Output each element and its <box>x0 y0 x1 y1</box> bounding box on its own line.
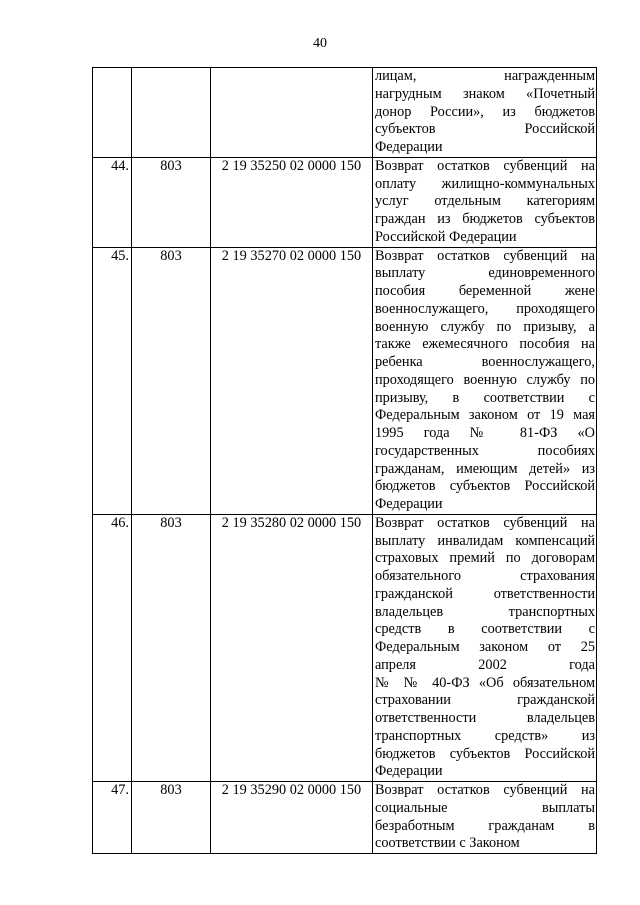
income-name-line: Федеральным законом от 25 <box>375 639 595 655</box>
income-name-line: гражданам, имеющим детей» из <box>375 460 595 477</box>
row-number-cell <box>93 782 132 854</box>
income-name-line: призыву, в соответствии с <box>375 389 595 406</box>
budget-classification-code-cell-text: 2 19 35290 02 0000 150 <box>221 782 362 798</box>
administrator-code-cell <box>132 157 211 247</box>
budget-classification-code-cell <box>211 782 373 854</box>
row-number-cell <box>93 68 132 158</box>
row-number-cell-text: 44. <box>111 157 129 174</box>
income-name-line: Федерации <box>375 496 443 512</box>
income-name-line: военную службу по призыву, а <box>375 318 595 335</box>
income-name-line: граждан из бюджетов субъектов <box>375 211 595 227</box>
row-number-cell <box>93 157 132 247</box>
income-name-line: безработным гражданам в <box>375 817 595 834</box>
income-name-line: соответствии с Законом <box>375 835 520 852</box>
administrator-code-cell-text: 803 <box>160 157 182 174</box>
income-name-line: военнослужащего, проходящего <box>375 300 595 317</box>
row-number-cell <box>93 247 132 514</box>
income-name-line: ребенка военнослужащего, <box>375 354 595 370</box>
income-name-line: апреля 2002 года <box>375 656 595 673</box>
income-name-line: Возврат остатков субвенций на <box>375 514 595 531</box>
income-name-line: Федерации <box>375 139 443 155</box>
row-number-cell-text: 45. <box>111 247 129 264</box>
income-name-cell <box>373 157 597 247</box>
administrator-code-cell-text <box>132 68 210 86</box>
income-name-line: оплату жилищно-коммунальных <box>375 175 595 192</box>
administrator-code-cell-text: 803 <box>160 247 182 264</box>
table-body <box>93 68 597 854</box>
table-row <box>93 782 597 854</box>
income-name-line: пособия беременной жене <box>375 283 595 299</box>
income-name-line: владельцев транспортных <box>375 603 595 620</box>
income-name-line: выплату единовременного <box>375 265 595 282</box>
row-number-cell <box>93 514 132 781</box>
row-number-cell-text: 47. <box>111 782 129 798</box>
income-name-line: государственных пособиях <box>375 442 595 459</box>
budget-classification-code-cell <box>211 514 373 781</box>
administrator-code-cell <box>132 68 211 158</box>
page-number: 40 <box>313 36 327 51</box>
table-row <box>93 68 597 158</box>
income-name-cell <box>373 514 597 781</box>
income-name-line: страховании гражданской <box>375 692 595 709</box>
administrator-code-cell <box>132 247 211 514</box>
administrator-code-cell <box>132 782 211 854</box>
row-number-cell-text: 46. <box>111 514 129 531</box>
table-row <box>93 247 597 514</box>
income-name-line: средств в соответствии с <box>375 621 595 638</box>
administrator-code-cell-text: 803 <box>160 782 182 798</box>
income-name-line: Возврат остатков субвенций на <box>375 247 595 264</box>
income-name-line: гражданской ответственности <box>375 585 595 602</box>
income-name-cell <box>373 782 597 854</box>
income-name-line: субъектов Российской <box>375 121 595 138</box>
budget-classification-code-cell <box>211 247 373 514</box>
budget-classification-code-cell-text: 2 19 35250 02 0000 150 <box>221 157 362 174</box>
income-name-line: Возврат остатков субвенций на <box>375 157 595 174</box>
budget-classification-code-cell-text <box>211 68 372 86</box>
budget-codes-table <box>92 67 597 854</box>
income-name-line: обязательного страхования <box>375 568 595 584</box>
income-name-line: Федеральным законом от 19 мая <box>375 407 595 424</box>
income-name-line: услуг отдельным категориям <box>375 193 595 210</box>
income-name-line: донор России», из бюджетов <box>375 103 595 120</box>
income-name-line: лицам, награжденным <box>375 68 595 84</box>
income-name-line: социальные выплаты <box>375 799 595 816</box>
administrator-code-cell <box>132 514 211 781</box>
income-name-line: нагрудным знаком «Почетный <box>375 85 595 102</box>
income-name-line: проходящего военную службу по <box>375 371 595 388</box>
income-name-line: 1995 года № 81-ФЗ «О <box>375 425 595 441</box>
income-name-line: страховых премий по договорам <box>375 550 595 567</box>
income-name-cell <box>373 68 597 158</box>
income-name-line: бюджетов субъектов Российской <box>375 478 595 495</box>
income-name-cell <box>373 247 597 514</box>
income-name-line: транспортных средств» из <box>375 727 595 744</box>
budget-classification-code-cell <box>211 157 373 247</box>
income-name-line: Федерации <box>375 763 443 780</box>
table-row <box>93 157 597 247</box>
row-number-cell-text <box>93 68 129 86</box>
income-name-line: № № 40-ФЗ «Об обязательном <box>375 674 595 691</box>
income-name-line: выплату инвалидам компенсаций <box>375 532 595 549</box>
income-name-line: Возврат остатков субвенций на <box>375 782 595 798</box>
budget-classification-code-cell-text: 2 19 35280 02 0000 150 <box>221 514 362 531</box>
income-name-line: ответственности владельцев <box>375 710 595 726</box>
income-name-line: Российской Федерации <box>375 228 517 245</box>
budget-classification-code-cell-text: 2 19 35270 02 0000 150 <box>221 247 362 264</box>
administrator-code-cell-text: 803 <box>160 514 182 531</box>
income-name-line: также ежемесячного пособия на <box>375 336 595 353</box>
table-row <box>93 514 597 781</box>
income-name-line: бюджетов субъектов Российской <box>375 745 595 762</box>
budget-classification-code-cell <box>211 68 373 158</box>
